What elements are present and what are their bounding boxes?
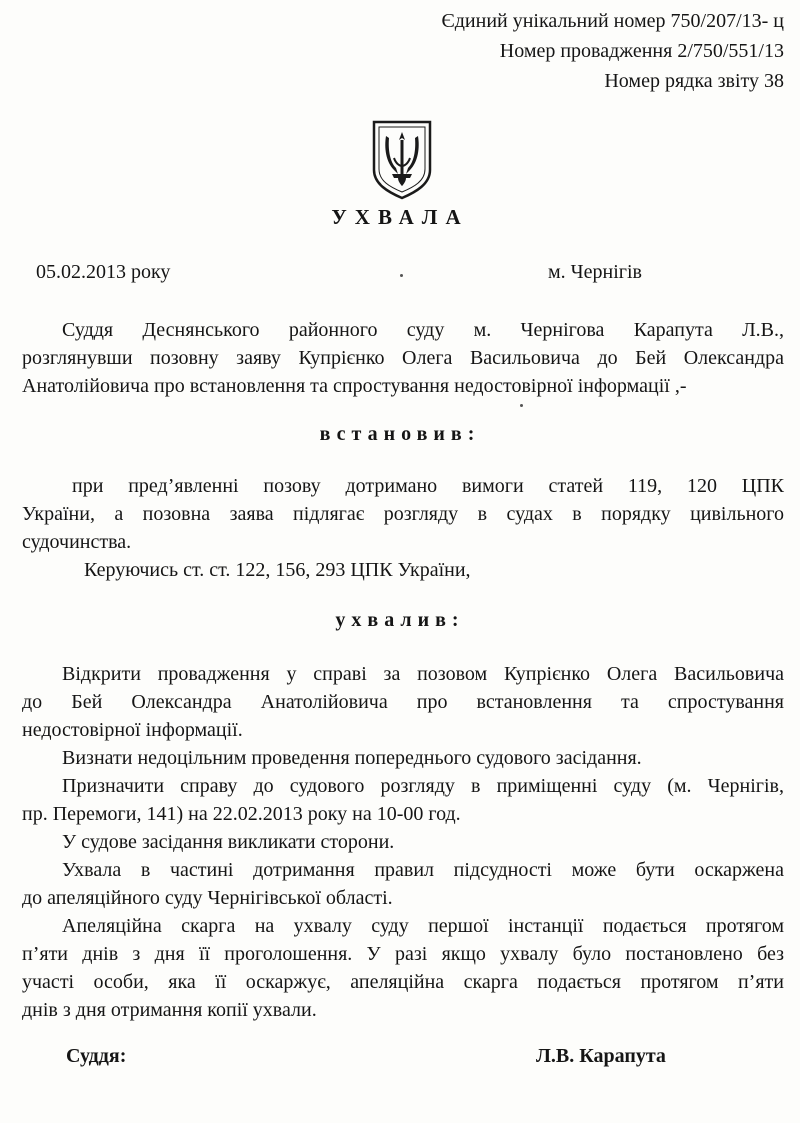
established-line-2: України, а позовна заява підлягає розгляду в судах в порядку цивільного [22,503,784,525]
document-city: м. Чернігів [548,261,642,283]
ruling-p6-line-4: днів з дня отримання копії ухвали. [22,999,317,1021]
ruling-p5-line-1: Ухвала в частині дотримання правил підсудності може бути оскаржена [62,859,784,881]
established-heading: встановив: [319,423,481,445]
ruling-p6-line-3: участі особи, яка її оскаржує, апеляційна скарга подається протягом п’яти [22,971,784,993]
guided-by-articles: Керуючись ст. ст. 122, 156, 293 ЦПК України, [84,559,471,581]
ruling-p3-line-2: пр. Перемоги, 141) на 22.02.2013 року на 10-00 год. [22,803,461,825]
scan-speck [520,404,523,407]
ruling-p1-line-2: до Бей Олександра Анатолійовича про встановлення та спростування [22,691,784,713]
ruling-p2: Визнати недоцільним проведення попереднього судового засідання. [62,747,642,769]
intro-line-3: Анатолійовича про встановлення та спростування недостовірної інформації ,- [22,375,687,397]
intro-line-1: Суддя Деснянського районного суду м. Чернігова Карапута Л.В., [62,319,784,341]
intro-line-2: розглянувши позовну заяву Купрієнко Олега Васильовича до Бей Олександра [22,347,784,369]
document-title: УХВАЛА [331,205,469,229]
trident-coat-of-arms-icon [370,118,434,200]
ruling-p6-line-1: Апеляційна скарга на ухвалу суду першої інстанції подається протягом [62,915,784,937]
judge-name: Л.В. Карапута [536,1045,666,1067]
report-row-number: Номер рядка звіту 38 [604,70,784,92]
ruling-p3-line-1: Призначити справу до судового розгляду в приміщенні суду (м. Чернігів, [62,775,784,797]
ruling-p6-line-2: п’яти днів з дня її проголошення. У разі якщо ухвалу було постановлено без [22,943,784,965]
ruling-p4: У судове засідання викликати сторони. [62,831,395,853]
signature-label: Суддя: [66,1045,127,1067]
document-date: 05.02.2013 року [36,261,171,283]
ruling-p5-line-2: до апеляційного суду Чернігівської області. [22,887,393,909]
ruling-p1-line-1: Відкрити провадження у справі за позовом Купрієнко Олега Васильовича [62,663,784,685]
scan-speck [400,274,403,277]
ruling-p1-line-3: недостовірної інформації. [22,719,243,741]
proceeding-number: Номер провадження 2/750/551/13 [499,40,784,62]
ruled-heading: ухвалив: [335,609,465,631]
established-line-3: судочинства. [22,531,132,553]
established-line-1: при пред’явленні позову дотримано вимоги статей 119, 120 ЦПК [72,475,784,497]
unique-number: Єдиний унікальний номер 750/207/13- ц [441,10,784,32]
